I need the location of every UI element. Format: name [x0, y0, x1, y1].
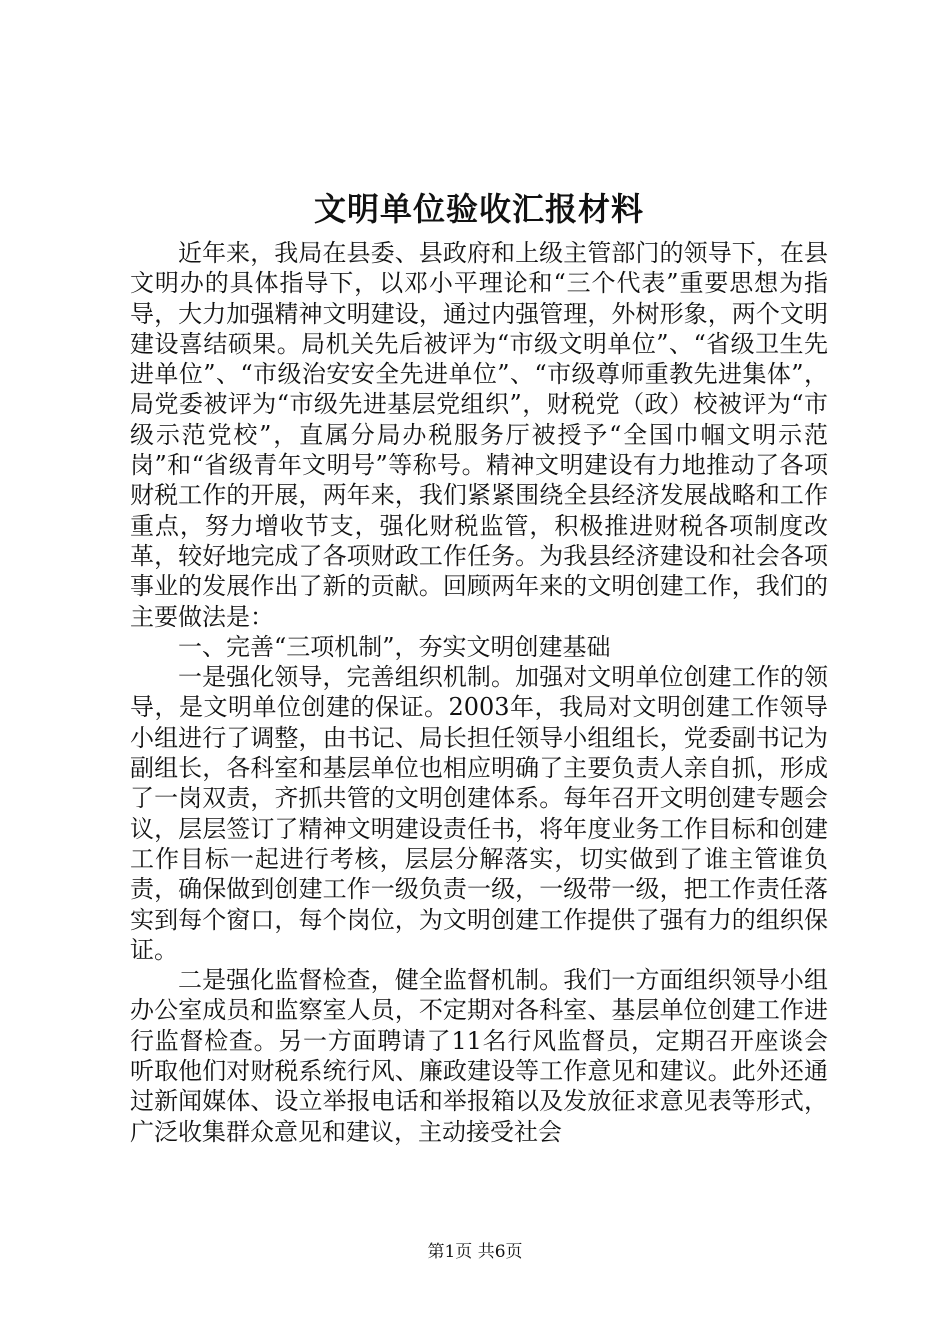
- document-title: 文明单位验收汇报材料: [313, 190, 644, 228]
- section-heading-1: 一、完善“三项机制”，夯实文明创建基础: [178, 632, 611, 661]
- document-page: [130, 0, 828, 1344]
- paragraph-supervision: 二是强化监督检查，健全监督机制。我们一方面组织领导小组办公室成员和监察室人员，不定期对各科室、基层单位创建工作进行监督检查。另一方面聘请了11名行风监督员，定期召开座谈会听取他们对财税系统行风、廉政建设等工作意见和建议。此外还通过新闻媒体、设立举报电话和举报箱以及发放征求意见表等形式，广泛收集群众意见和建议，主动接受社会: [130, 966, 828, 1146]
- paragraph-leadership: 一是强化领导，完善组织机制。加强对文明单位创建工作的领导，是文明单位创建的保证。2003年，我局对文明创建工作领导小组进行了调整，由书记、局长担任领导小组组长，党委副书记为副组长，各科室和基层单位也相应明确了主要负责人亲自抓，形成了一岗双责，齐抓共管的文明创建体系。每年召开文明创建专题会议，层层签订了精神文明建设责任书，将年度业务工作目标和创建工作目标一起进行考核，层层分解落实，切实做到了谁主管谁负责，确保做到创建工作一级负责一级，一级带一级，把工作责任落实到每个窗口，每个岗位，为文明创建工作提供了强有力的组织保证。: [130, 663, 828, 964]
- paragraph-intro: 近年来，我局在县委、县政府和上级主管部门的领导下，在县文明办的具体指导下，以邓小平理论和“三个代表”重要思想为指导，大力加强精神文明建设，通过内强管理，外树形象，两个文明建设喜结硕果。局机关先后被评为“市级文明单位”、“省级卫生先进单位”、“市级治安安全先进单位”、“市级尊师重教先进集体”，局党委被评为“市级先进基层党组织”，财税党（政）校被评为“市级示范党校”，直属分局办税服务厅被授予“全国巾帼文明示范岗”和“省级青年文明号”等称号。精神文明建设有力地推动了各项财税工作的开展，两年来，我们紧紧围绕全县经济发展战略和工作重点，努力增收节支，强化财税监管，积极推进财税各项制度改革，较好地完成了各项财政工作任务。为我县经济建设和社会各项事业的发展作出了新的贡献。回顾两年来的文明创建工作，我们的主要做法是：: [130, 239, 828, 631]
- page-footer: 第1页 共6页: [427, 1242, 523, 1262]
- document-body: [130, 238, 828, 1147]
